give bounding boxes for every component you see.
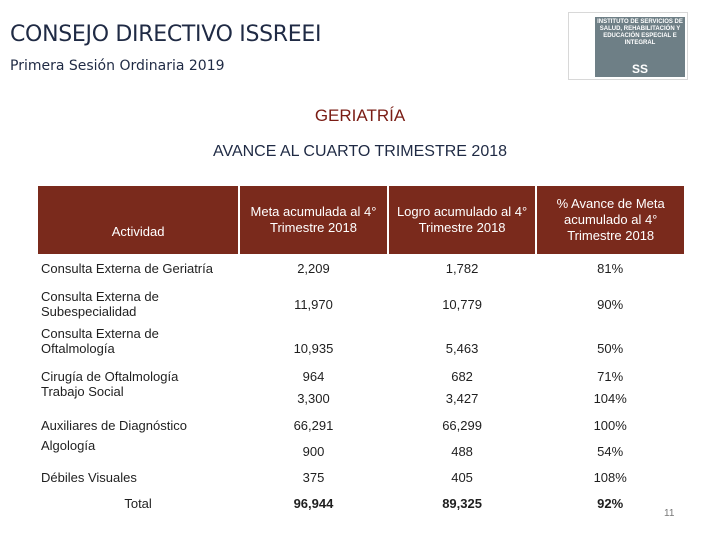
total-logro: 89,325 [442,495,482,511]
row-logro: 488 [451,443,473,459]
section-title: GERIATRÍA [314,106,406,125]
table-row [38,412,684,438]
row-avance: 71% [597,369,624,384]
row-meta: 2,209 [297,260,330,276]
row-avance: 50% [597,341,624,356]
table-total-row [38,490,684,516]
table-header-row [38,186,684,254]
total-meta: 96,944 [293,495,334,511]
table-row [38,282,684,326]
row-activity: Cirugía de Oftalmología [41,369,179,384]
row-logro: 10,779 [442,296,482,312]
page-number: 11 [664,508,675,519]
row-meta: 900 [302,443,325,459]
table-title: AVANCE AL CUARTO TRIMESTRE 2018 [212,143,508,160]
logo-badge [595,17,685,77]
logo-mark: SS [631,62,648,76]
row-meta: 66,291 [293,417,334,433]
row-activity: Consulta Externa de Subespecialidad [41,289,159,319]
row-avance: 90% [597,296,624,312]
logo-text: INSTITUTO DE SERVICIOS DE SALUD, REHABILITACIÓN Y EDUCACIÓN ESPECIAL E INTEGRAL [597,19,683,46]
institution-logo [568,12,688,80]
table-row [38,464,684,490]
row-activity: Trabajo Social [41,384,124,399]
row-avance: 81% [597,260,624,276]
table-row [38,356,684,384]
row-avance: 108% [593,469,627,485]
row-meta: 11,970 [294,296,333,312]
progress-table [38,186,684,516]
row-logro: 3,427 [445,390,479,406]
table-row [38,326,684,356]
row-meta: 964 [302,369,325,384]
row-activity: Algología [41,438,96,453]
row-logro: 682 [451,369,473,384]
total-label: Total [124,495,152,511]
row-logro: 1,782 [445,260,479,276]
table-row [38,384,684,412]
header-logro: Logro acumulado al 4° Trimestre 2018 [388,186,537,254]
table-row [38,438,684,464]
total-avance: 92% [597,495,624,511]
row-avance: 54% [597,443,624,459]
row-activity: Auxiliares de Diagnóstico [41,417,187,433]
row-logro: 66,299 [442,417,482,433]
row-meta: 3,300 [297,390,330,406]
row-logro: 5,463 [445,341,479,356]
header-avance: % Avance de Meta acumulado al 4° Trimestre 2018 [536,186,684,254]
row-avance: 100% [593,417,627,433]
row-activity: Consulta Externa de Oftalmología [41,326,159,356]
row-meta: 10,935 [293,341,334,356]
header-activity: Actividad [38,186,239,254]
row-meta: 375 [302,469,325,485]
row-avance: 104% [593,390,627,406]
page-title: CONSEJO DIRECTIVO ISSREEI [10,22,322,47]
row-activity: Débiles Visuales [41,469,137,485]
header-meta: Meta acumulada al 4° Trimestre 2018 [239,186,388,254]
page-subtitle: Primera Sesión Ordinaria 2019 [10,58,225,74]
table-row [38,254,684,282]
row-activity: Consulta Externa de Geriatría [41,260,213,276]
row-logro: 405 [451,469,473,485]
